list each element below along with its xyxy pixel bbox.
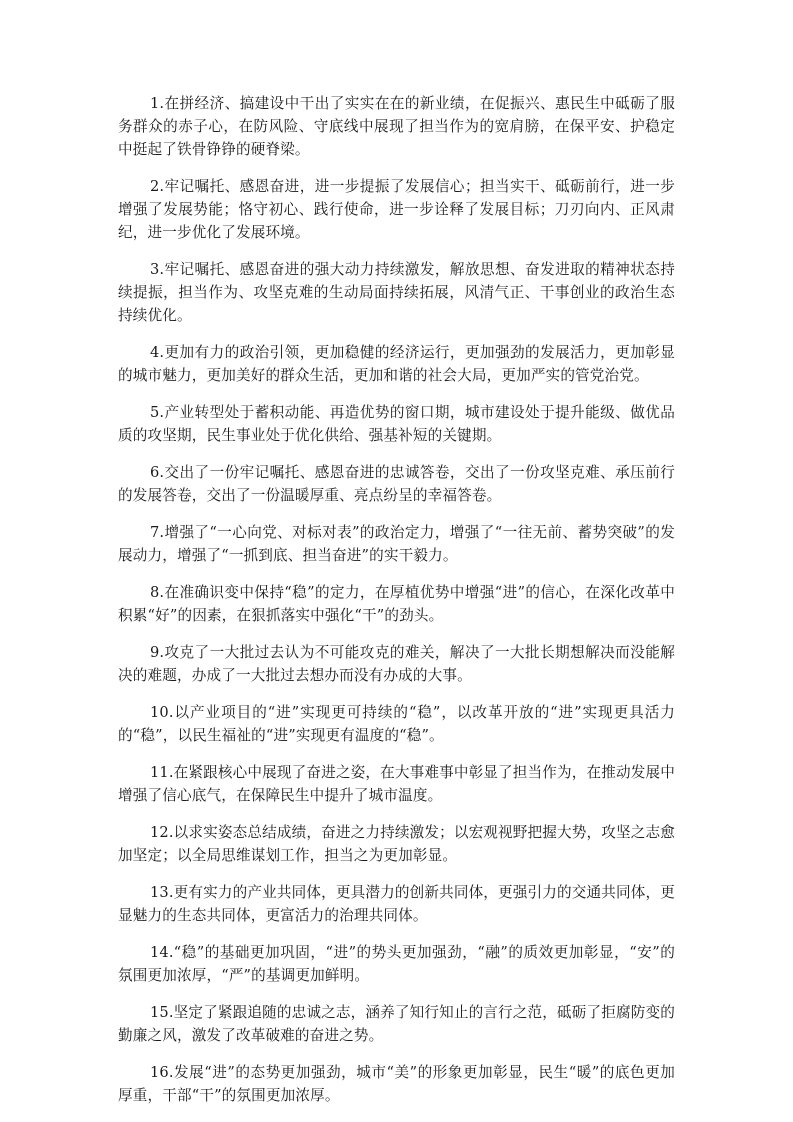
paragraph-12: 12.以求实姿态总结成绩，奋进之力持续激发；以宏观视野把握大势，攻坚之志愈加坚定；以全局思维谋划工作，担当之为更加彰显。 [118,824,675,864]
paragraph-6: 6.交出了一份牢记嘱托、感恩奋进的忠诚答卷，交出了一份攻坚克难、承压前行的发展答卷，交出了一份温暖厚重、亮点纷呈的幸福答卷。 [118,464,675,504]
paragraph-3: 3.牢记嘱托、感恩奋进的强大动力持续激发，解放思想、奋发进取的精神状态持续提振，担当作为、攻坚克难的生动局面持续拓展，风清气正、干事创业的政治生态持续优化。 [118,261,675,324]
paragraph-1: 1.在拼经济、搞建设中干出了实实在在的新业绩，在促振兴、惠民生中砥砺了服务群众的赤子心，在防风险、守底线中展现了担当作为的宽肩膀，在保平安、护稳定中挺起了铁骨铮铮的硬脊梁。 [118,95,675,158]
paragraph-14: 14.“稳”的基础更加巩固，“进”的势头更加强劲，“融”的质效更加彰显，“安”的氛围更加浓厚，“严”的基调更加鲜明。 [118,944,675,984]
paragraph-16: 16.发展“进”的态势更加强劲，城市“美”的形象更加彰显，民生“暖”的底色更加厚重，干部“干”的氛围更加浓厚。 [118,1064,675,1104]
paragraph-10: 10.以产业项目的“进”实现更可持续的“稳”，以改革开放的“进”实现更具活力的“稳”，以民生福祉的“进”实现更有温度的“稳”。 [118,704,675,744]
paragraph-5: 5.产业转型处于蓄积动能、再造优势的窗口期，城市建设处于提升能级、做优品质的攻坚期，民生事业处于优化供给、强基补短的关键期。 [118,404,675,444]
paragraph-11: 11.在紧跟核心中展现了奋进之姿，在大事难事中彰显了担当作为，在推动发展中增强了信心底气，在保障民生中提升了城市温度。 [118,764,675,804]
paragraph-4: 4.更加有力的政治引领，更加稳健的经济运行，更加强劲的发展活力，更加彰显的城市魅力，更加美好的群众生活，更加和谐的社会大局，更加严实的管党治党。 [118,344,675,384]
paragraph-2: 2.牢记嘱托、感恩奋进，进一步提振了发展信心；担当实干、砥砺前行，进一步增强了发展势能；恪守初心、践行使命，进一步诠释了发展目标；刀刃向内、正风肃纪，进一步优化了发展环境。 [118,178,675,241]
paragraph-9: 9.攻克了一大批过去认为不可能攻克的难关，解决了一大批长期想解决而没能解决的难题，办成了一大批过去想办而没有办成的大事。 [118,644,675,684]
paragraph-15: 15.坚定了紧跟追随的忠诚之志，涵养了知行知止的言行之范，砥砺了拒腐防变的勤廉之风，激发了改革破难的奋进之势。 [118,1004,675,1044]
document-body [118,92,675,1121]
paragraph-8: 8.在准确识变中保持“稳”的定力，在厚植优势中增强“进”的信心，在深化改革中积累“好”的因素，在狠抓落实中强化“干”的劲头。 [118,584,675,624]
paragraph-13: 13.更有实力的产业共同体，更具潜力的创新共同体，更强引力的交通共同体，更显魅力的生态共同体，更富活力的治理共同体。 [118,884,675,924]
paragraph-7: 7.增强了“一心向党、对标对表”的政治定力，增强了“一往无前、蓄势突破”的发展动力，增强了“一抓到底、担当奋进”的实干毅力。 [118,524,675,564]
